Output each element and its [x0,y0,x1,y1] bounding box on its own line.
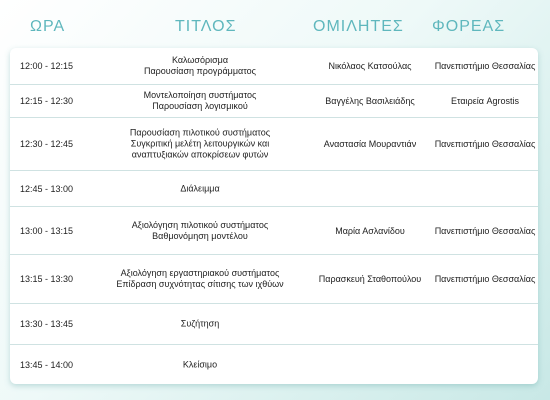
row-time: 12:45 - 13:00 [20,183,74,194]
row-time: 13:45 - 14:00 [20,359,74,370]
table-row [10,255,538,304]
row-speaker: Παρασκευή Σταθοπούλου [318,274,422,284]
table-row [10,48,538,85]
table-row [10,85,538,118]
schedule-table [10,48,538,384]
header-speakers: ΟΜΙΛΗΤΕΣ [313,18,404,35]
row-title [100,268,300,290]
row-title-line: Κλείσιμο [182,359,218,369]
row-time: 12:00 - 12:15 [20,61,74,71]
row-organization: Πανεπιστήμιο Θεσσαλίας [434,139,536,149]
row-title [100,183,300,194]
header-organization: ΦΟΡΕΑΣ [432,18,506,35]
row-title-line: Αξιολόγηση εργαστηριακού συστήματος [120,268,280,278]
row-speaker: Βαγγέλης Βασιλειάδης [325,96,415,106]
row-time: 12:30 - 12:45 [20,139,74,149]
row-time: 13:00 - 13:15 [20,225,74,236]
row-title [100,128,300,161]
row-title-line: Διάλειμμα [180,183,220,193]
row-title-line: Παρουσίαση προγράμματος [143,66,257,76]
row-title [100,90,300,112]
row-organization: Πανεπιστήμιο Θεσσαλίας [434,225,536,236]
row-title-line: Παρουσίαση λογισμικού [152,101,248,111]
row-title-line: Καλωσόρισμα [171,55,229,65]
row-speaker: Νικόλαος Κατσούλας [328,61,412,71]
row-title-line: Παρουσίαση πιλοτικού συστήματος [129,127,271,138]
row-speaker: Μαρία Ασλανίδου [335,225,405,236]
table-row [10,207,538,255]
row-time: 13:15 - 13:30 [20,274,74,284]
row-organization: Πανεπιστήμιο Θεσσαλίας [434,61,536,71]
row-time: 12:15 - 12:30 [20,96,74,106]
row-title [100,220,300,242]
header-title: ΤΙΤΛΟΣ [175,18,237,35]
table-row [10,118,538,171]
row-title-line: Αξιολόγηση πιλοτικού συστήματος [131,219,269,230]
row-organization: Εταιρεία Agrostis [451,96,519,106]
row-title [100,319,300,330]
row-title-line: αναπτυξιακών αποκρίσεων φυτών [131,149,269,160]
row-speaker: Αναστασία Μουραντιάν [323,139,417,149]
row-title [100,359,300,370]
table-row [10,304,538,345]
header-time: ΩΡΑ [30,18,66,35]
table-header [0,18,550,48]
row-time: 13:30 - 13:45 [20,319,74,329]
row-title-line: Βαθμονόμηση μοντέλου [152,230,248,241]
row-title-line: Συγκριτική μελέτη λειτουργικών και [130,138,270,149]
row-title-line: Επίδραση συχνότητας σίτισης των ιχθύων [116,279,284,289]
table-row [10,171,538,207]
row-organization: Πανεπιστήμιο Θεσσαλίας [434,274,536,284]
row-title [100,55,300,77]
row-title-line: Μοντελοποίηση συστήματος [143,90,257,100]
table-row [10,345,538,384]
row-title-line: Συζήτηση [180,318,220,329]
